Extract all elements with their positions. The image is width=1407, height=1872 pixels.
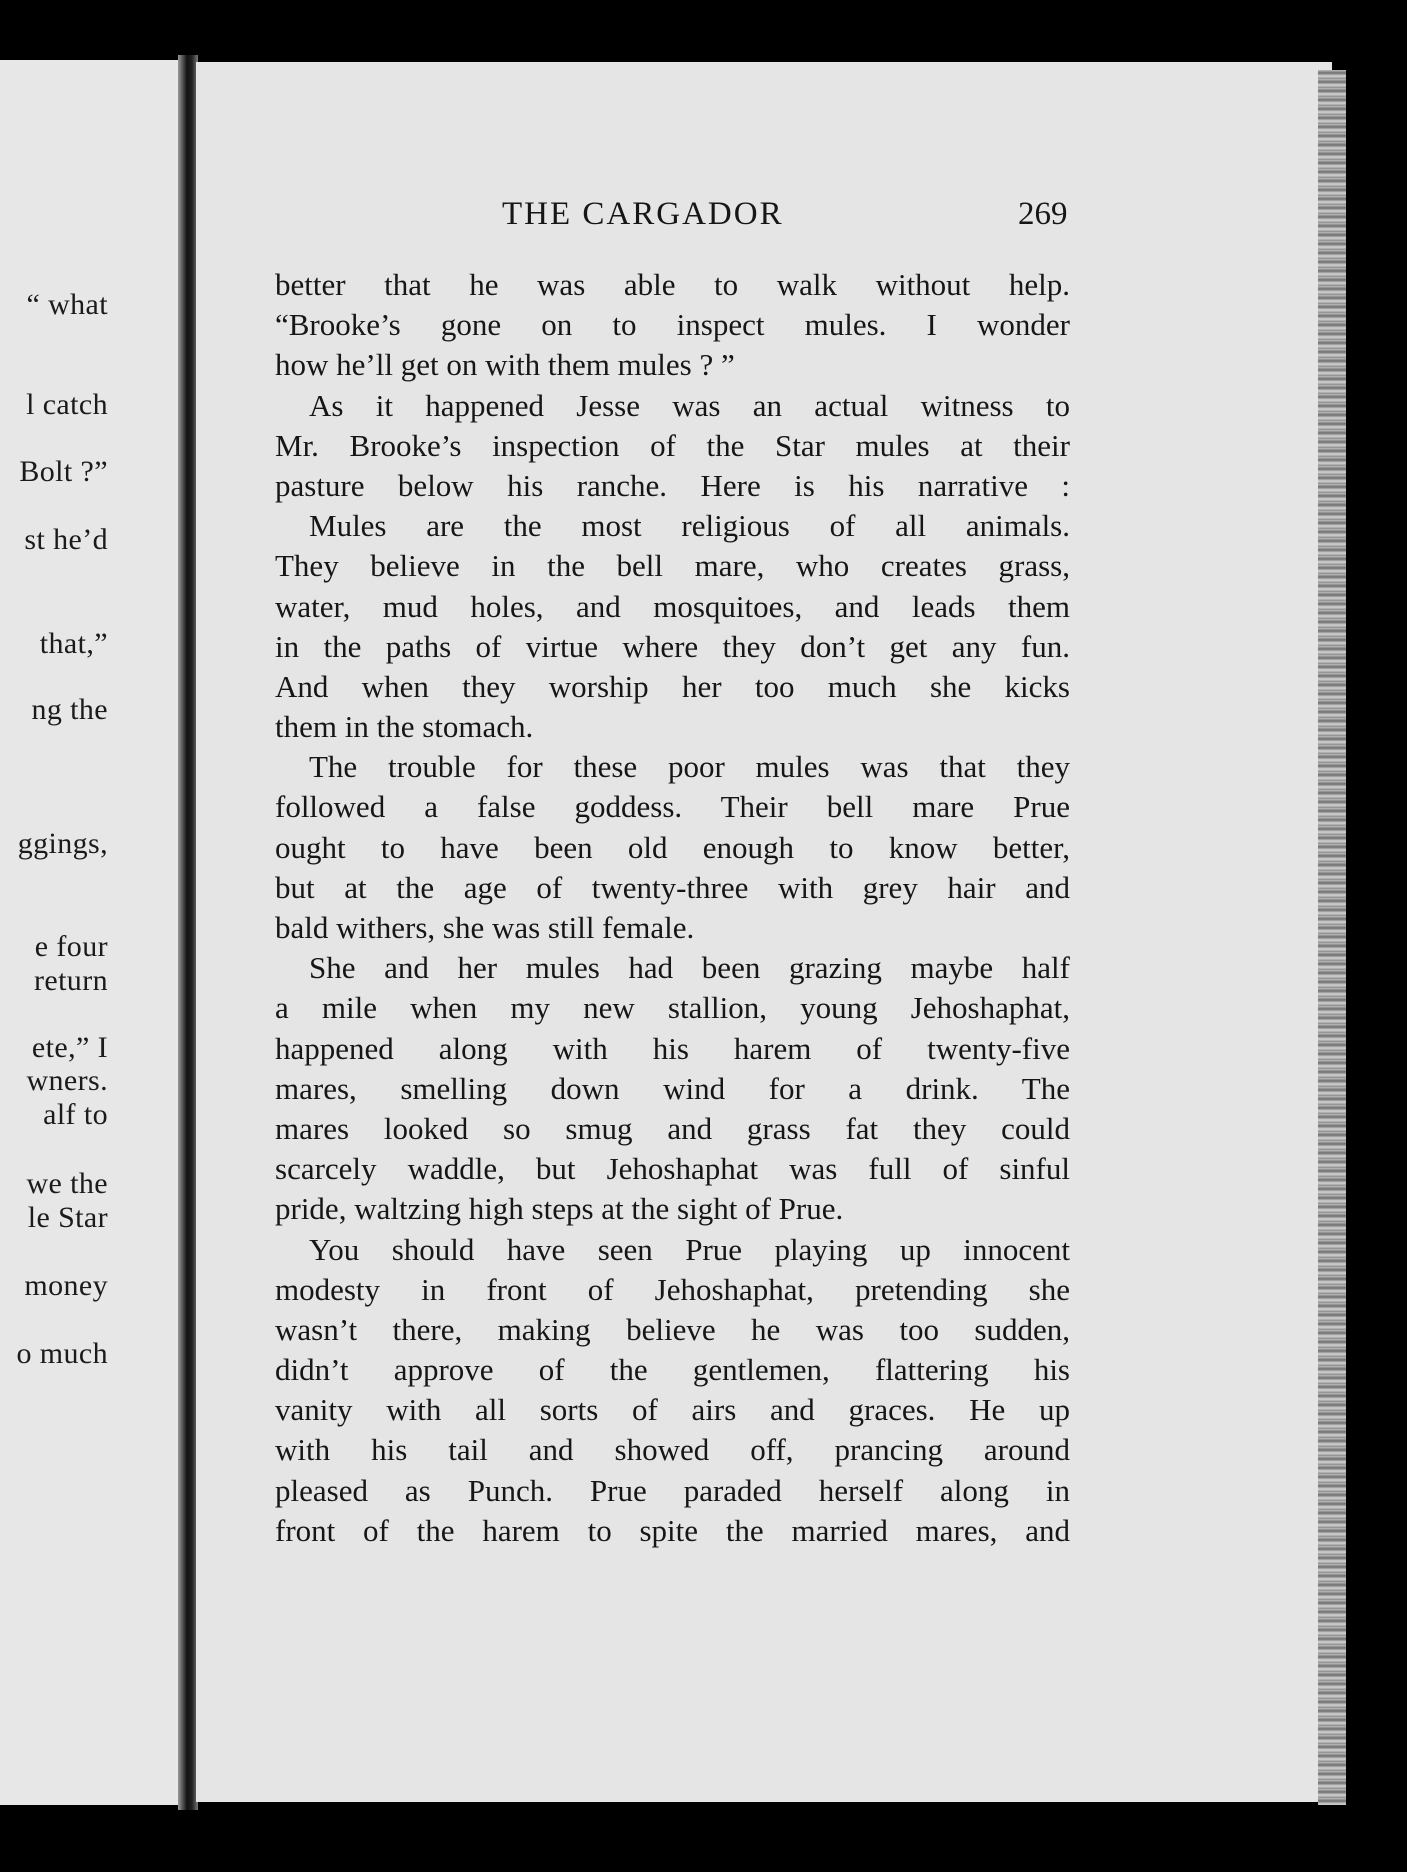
left-page-fragment: alf to bbox=[43, 1098, 108, 1131]
text-line: with his tail and showed off, prancing around bbox=[275, 1432, 1070, 1468]
text-line: wasn’t there, making believe he was too sudden, bbox=[275, 1311, 1070, 1347]
left-facing-page bbox=[0, 60, 188, 1805]
text-line: a mile when my new stallion, young Jehoshaphat, bbox=[275, 990, 1070, 1026]
left-page-fragment: money bbox=[24, 1269, 108, 1302]
text-line: happened along with his harem of twenty-five bbox=[275, 1030, 1070, 1066]
text-line: better that he was able to walk without help. bbox=[275, 267, 1070, 302]
running-head bbox=[0, 196, 1407, 236]
left-page-fragment: e four bbox=[34, 930, 108, 963]
text-line: Mules are the most religious of all animals. bbox=[309, 508, 1070, 544]
body-text bbox=[275, 265, 1070, 1551]
text-line: The trouble for these poor mules was that they bbox=[309, 749, 1070, 785]
text-line: followed a false goddess. Their bell mare Prue bbox=[275, 789, 1070, 825]
text-line: mares looked so smug and grass fat they could bbox=[275, 1110, 1070, 1146]
text-line: bald withers, she was still female. bbox=[275, 910, 695, 945]
book-binding-gutter bbox=[178, 55, 198, 1810]
text-line: You should have seen Prue playing up innocent bbox=[309, 1231, 1070, 1267]
text-line: mares, smelling down wind for a drink. The bbox=[275, 1070, 1070, 1106]
text-line: And when they worship her too much she kicks bbox=[275, 668, 1070, 704]
text-line: them in the stomach. bbox=[275, 709, 534, 745]
left-page-fragment: o much bbox=[16, 1337, 108, 1370]
left-page-fragment: ggings, bbox=[17, 827, 108, 860]
left-page-fragment: that,” bbox=[39, 627, 108, 660]
left-page-fragment: le Star bbox=[27, 1201, 108, 1234]
text-line: pasture below his ranche. Here is his narrative : bbox=[275, 467, 1070, 503]
text-line: but at the age of twenty-three with grey hair and bbox=[275, 869, 1070, 905]
left-page-fragment: “ what bbox=[26, 288, 108, 321]
text-line: how he’ll get on with them mules ? ” bbox=[275, 347, 735, 383]
text-line: pleased as Punch. Prue paraded herself along in bbox=[275, 1472, 1070, 1508]
text-line: She and her mules had been grazing maybe half bbox=[309, 950, 1070, 986]
page-number: 269 bbox=[1018, 196, 1068, 232]
left-page-fragment: wners. bbox=[26, 1064, 108, 1097]
text-line: As it happened Jesse was an actual witness to bbox=[309, 387, 1070, 423]
text-line: scarcely waddle, but Jehoshaphat was full of sinful bbox=[275, 1151, 1070, 1187]
text-line: “Brooke’s gone on to inspect mules. I wonder bbox=[275, 307, 1070, 343]
left-page-fragment: we the bbox=[26, 1167, 108, 1200]
text-line: front of the harem to spite the married mares, and bbox=[275, 1512, 1070, 1548]
text-line: water, mud holes, and mosquitoes, and leads them bbox=[275, 588, 1070, 624]
left-page-fragment: ete,” I bbox=[31, 1031, 108, 1064]
text-line: pride, waltzing high steps at the sight of Prue. bbox=[275, 1191, 844, 1227]
text-line: didn’t approve of the gentlemen, flattering his bbox=[275, 1352, 1070, 1388]
left-page-fragment: st he’d bbox=[24, 523, 108, 556]
text-line: ought to have been old enough to know better, bbox=[275, 829, 1070, 865]
text-line: in the paths of virtue where they don’t get any fun. bbox=[275, 628, 1070, 664]
chapter-title: THE CARGADOR bbox=[502, 196, 784, 232]
text-line: modesty in front of Jehoshaphat, pretending she bbox=[275, 1271, 1070, 1307]
text-line: Mr. Brooke’s inspection of the Star mules at their bbox=[275, 427, 1070, 463]
text-line: They believe in the bell mare, who creates grass, bbox=[275, 548, 1070, 584]
left-page-fragment: return bbox=[33, 964, 108, 997]
text-line: vanity with all sorts of airs and graces. He up bbox=[275, 1392, 1070, 1428]
page-edge-stack bbox=[1318, 70, 1346, 1805]
left-page-fragment: ng the bbox=[31, 693, 108, 726]
left-page-fragment: l catch bbox=[26, 388, 108, 421]
left-page-fragment: Bolt ?” bbox=[19, 455, 108, 488]
